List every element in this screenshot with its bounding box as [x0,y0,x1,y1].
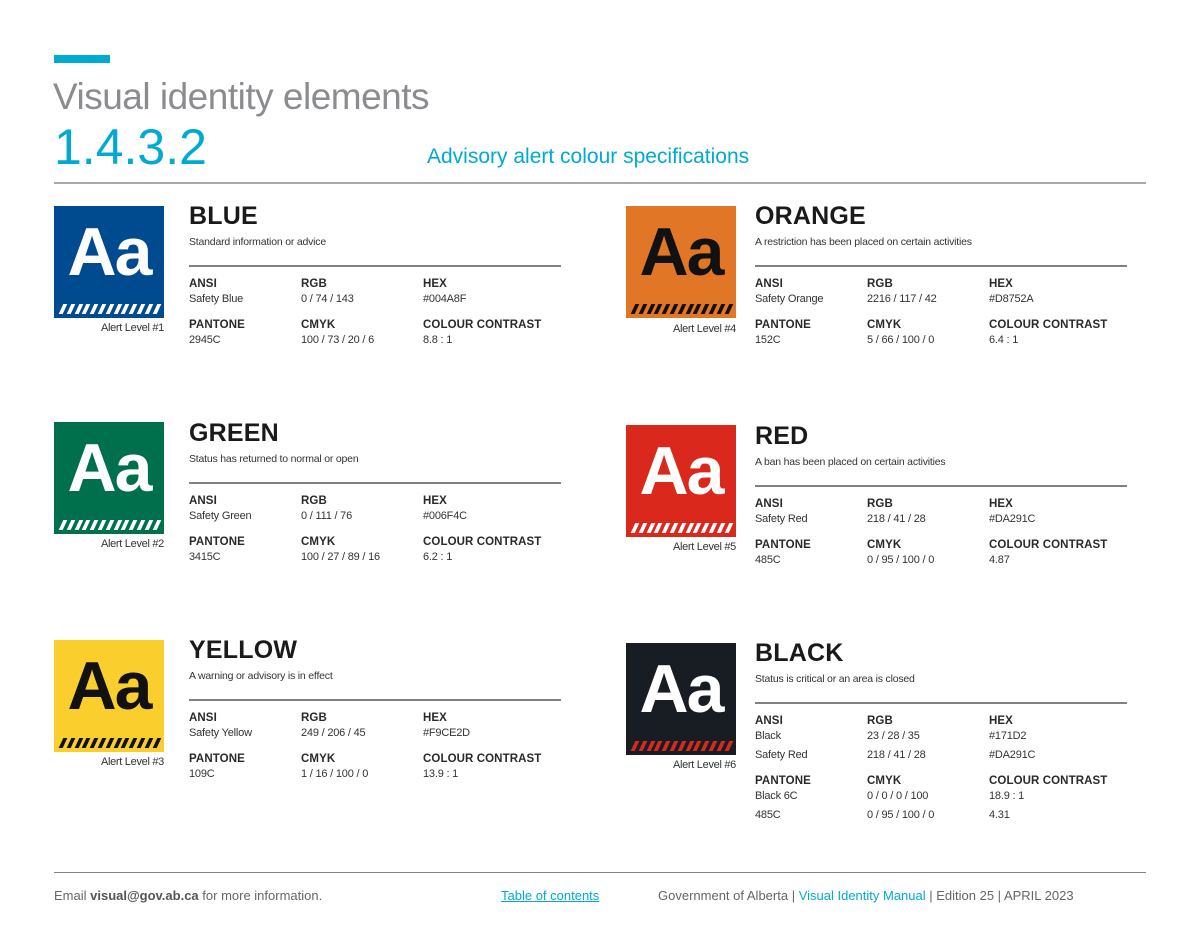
spec-rgb [867,278,937,309]
spec-ansi-value: Safety Red [755,513,808,525]
spec-ansi-label: ANSI [755,715,783,727]
hazard-stripes [630,741,732,751]
spec-rgb-label: RGB [301,495,327,507]
alert-level-label: Alert Level #1 [100,322,164,334]
colour-description: Status is critical or an area is closed [755,673,915,685]
spec-contrast-label: COLOUR CONTRAST [423,319,542,331]
swatch-blue [54,206,164,318]
spec-hex-label: HEX [989,715,1013,727]
stripe [105,304,113,314]
spec-cmyk-label: CMYK [867,775,902,787]
stripe [129,738,137,748]
spec-panel-yellow [189,638,561,792]
colour-name: RED [755,422,809,450]
colour-description: A warning or advisory is in effect [189,670,333,682]
stripe [90,304,98,314]
stripe [638,304,646,314]
spec-hex-label: HEX [989,278,1013,290]
accent-bar [54,55,110,63]
spec-cmyk-label: CMYK [301,753,336,765]
spec-table [755,278,1127,358]
stripe [701,741,709,751]
spec-contrast [423,753,541,784]
spec-cmyk-label: CMYK [867,319,902,331]
swatch-green [54,422,164,534]
spec-panel-green [189,421,561,575]
spec-pantone-value: 152C [755,334,781,346]
spec-hex-value: #DA291C [989,513,1036,525]
spec-rgb-label: RGB [867,498,893,510]
stripe [701,304,709,314]
colour-swatch [54,640,164,752]
alert-level-label: Alert Level #4 [672,323,736,335]
stripe [137,738,145,748]
swatch-sample-text: Aa [639,433,723,509]
spec-hex [989,715,1035,765]
document-title: Visual identity elements [53,76,430,117]
spec-contrast-value: 8.8 : 1 [423,334,453,346]
spec-cmyk [301,753,368,784]
footer-toc [501,888,599,903]
stripe [638,523,646,533]
spec-ansi-label: ANSI [189,495,217,507]
alert-level-label: Alert Level #3 [100,756,164,768]
stripe [709,304,717,314]
stripe [137,304,145,314]
footer-divider [54,872,1146,873]
colour-swatch [54,422,164,534]
spec-pantone-value: 3415C [189,551,221,563]
alert-level-label: Alert Level #6 [672,759,736,771]
spec-contrast-value: 6.4 : 1 [989,334,1019,346]
spec-rgb-label: RGB [867,278,893,290]
spec-contrast [989,319,1107,350]
spec-panel-orange [755,204,1127,358]
spec-contrast-value: 18.9 : 1 [989,790,1025,802]
spec-contrast-value: 4.31 [989,809,1010,821]
colour-description: Status has returned to normal or open [189,453,359,465]
colour-swatch [54,206,164,318]
spec-ansi-label: ANSI [189,712,217,724]
stripe [105,520,113,530]
spec-ansi-value: Safety Orange [755,293,824,305]
spec-pantone [755,319,811,350]
swatch-sample-text: Aa [639,214,723,290]
hazard-stripes [58,520,160,530]
colour-swatch [626,206,736,318]
spec-table [755,498,1127,578]
spec-contrast-label: COLOUR CONTRAST [423,753,542,765]
spec-cmyk-label: CMYK [867,539,902,551]
spec-contrast-value: 13.9 : 1 [423,768,459,780]
spec-cmyk [301,319,374,350]
spec-hex-value: #DA291C [989,749,1036,761]
spec-pantone-value: Black 6C [755,790,798,802]
stripe [670,304,678,314]
spec-contrast [989,775,1107,825]
spec-pantone-value: 485C [755,809,781,821]
spec-rgb-value: 218 / 41 / 28 [867,749,926,761]
spec-hex-value: #D8752A [989,293,1034,305]
spec-rgb [301,712,365,743]
swatch-red [626,425,736,537]
spec-ansi [755,278,823,309]
stripe [631,304,639,314]
spec-pantone-label: PANTONE [189,319,245,331]
spec-rgb [301,278,354,309]
spec-cmyk [867,539,934,570]
footer-email-prefix: Email [54,888,91,903]
footer-separator: | [925,888,937,903]
spec-rgb [301,495,352,526]
spec-hex-value: #004A8F [423,293,467,305]
spec-pantone [189,319,245,350]
spec-contrast-label: COLOUR CONTRAST [423,536,542,548]
stripe [701,523,709,533]
spec-ansi-value: Black [755,730,781,742]
spec-ansi-value: Safety Yellow [189,727,252,739]
swatch-sample-text: Aa [67,648,151,724]
stripe [152,304,160,314]
stripe [105,738,113,748]
stripe [677,741,685,751]
spec-ansi-value: Safety Blue [189,293,244,305]
spec-rgb-label: RGB [867,715,893,727]
spec-cmyk-value: 100 / 27 / 89 / 16 [301,551,380,563]
spec-cmyk-label: CMYK [301,319,336,331]
colour-name: GREEN [189,419,279,447]
footer-org: Government of Alberta [658,888,789,903]
spec-hex-value: #171D2 [989,730,1027,742]
spec-rgb-value: 0 / 111 / 76 [301,510,353,522]
spec-cmyk-value: 5 / 66 / 100 / 0 [867,334,935,346]
swatch-sample-text: Aa [639,651,723,727]
spec-rgb-value: 23 / 28 / 35 [867,730,920,742]
spec-panel-red [755,424,1127,578]
stripe [137,520,145,530]
stripe [662,523,670,533]
footer-publication [658,888,1074,903]
spec-divider [189,265,561,267]
spec-ansi-label: ANSI [755,278,783,290]
footer-edition: Edition 25 | APRIL 2023 [936,888,1074,903]
section-subtitle: Advisory alert colour specifications [427,145,750,168]
spec-cmyk-value: 0 / 95 / 100 / 0 [867,554,935,566]
spec-ansi [189,495,251,526]
spec-pantone-value: 485C [755,554,781,566]
stripe [724,523,732,533]
stripe [98,520,106,530]
stripe [716,741,724,751]
stripe [59,738,67,748]
hazard-stripes [630,304,732,314]
spec-pantone-label: PANTONE [755,319,811,331]
spec-ansi [755,715,807,765]
spec-pantone-value: 2945C [189,334,221,346]
spec-pantone-value: 109C [189,768,215,780]
spec-divider [755,702,1127,704]
colour-description: Standard information or advice [189,236,326,248]
stripe [677,304,685,314]
stripe [709,741,717,751]
spec-cmyk-value: 1 / 16 / 100 / 0 [301,768,369,780]
stripe [724,741,732,751]
spec-ansi [189,712,252,743]
colour-name: BLUE [189,202,258,230]
footer-separator: | [788,888,799,903]
table-of-contents-link[interactable]: Table of contents [501,888,600,903]
hazard-stripes [58,738,160,748]
footer-email-suffix: for more information. [198,888,323,903]
spec-hex [423,278,466,309]
header-divider [54,182,1146,184]
stripe [716,304,724,314]
spec-hex [989,278,1033,309]
spec-divider [189,482,561,484]
spec-hex-value: #F9CE2D [423,727,470,739]
spec-pantone [755,539,811,570]
spec-rgb-value: 249 / 206 / 45 [301,727,366,739]
spec-divider [189,699,561,701]
stripe [662,304,670,314]
spec-divider [755,485,1127,487]
spec-pantone-label: PANTONE [755,539,811,551]
spec-contrast-label: COLOUR CONTRAST [989,319,1108,331]
colour-name: YELLOW [189,636,298,664]
colour-name: ORANGE [755,202,866,230]
spec-rgb-value: 2216 / 117 / 42 [867,293,937,305]
spec-rgb-label: RGB [301,712,327,724]
spec-ansi [189,278,243,309]
stripe [670,741,678,751]
spec-hex-value: #006F4C [423,510,467,522]
spec-hex-label: HEX [423,495,447,507]
spec-table [189,712,561,792]
spec-rgb [867,715,926,765]
colour-description: A restriction has been placed on certain activities [755,236,972,248]
stripe [66,520,74,530]
stripe [59,520,67,530]
stripe [98,738,106,748]
spec-cmyk-value: 0 / 0 / 0 / 100 [867,790,929,802]
stripe [66,304,74,314]
stripe [670,523,678,533]
hazard-stripes [58,304,160,314]
spec-hex-label: HEX [423,712,447,724]
spec-rgb [867,498,926,529]
spec-pantone [189,753,245,784]
spec-cmyk [867,319,934,350]
stripe [724,304,732,314]
spec-rgb-value: 218 / 41 / 28 [867,513,926,525]
footer-email-link[interactable]: visual@gov.ab.ca [90,888,199,903]
colour-description: A ban has been placed on certain activities [755,456,946,468]
spec-hex [989,498,1035,529]
swatch-sample-text: Aa [67,430,151,506]
stripe [638,741,646,751]
spec-pantone [189,536,245,567]
stripe [129,520,137,530]
spec-cmyk [867,775,934,825]
stripe [59,304,67,314]
spec-contrast [989,539,1107,570]
alert-level-label: Alert Level #5 [672,541,736,553]
section-number: 1.4.3.2 [54,119,207,175]
spec-rgb-label: RGB [301,278,327,290]
spec-contrast-value: 4.87 [989,554,1010,566]
stripe [98,304,106,314]
spec-cmyk [301,536,380,567]
spec-panel-black [755,641,1127,833]
spec-contrast [423,536,541,567]
swatch-sample-text: Aa [67,214,151,290]
spec-hex [423,495,467,526]
spec-pantone-label: PANTONE [189,536,245,548]
spec-contrast-label: COLOUR CONTRAST [989,539,1108,551]
colour-name: BLACK [755,639,844,667]
stripe [144,304,152,314]
swatch-black [626,643,736,755]
spec-hex-label: HEX [423,278,447,290]
spec-divider [755,265,1127,267]
spec-table [189,278,561,358]
stripe [144,520,152,530]
spec-ansi-label: ANSI [189,278,217,290]
spec-hex [423,712,470,743]
stripe [662,741,670,751]
spec-pantone-label: PANTONE [755,775,811,787]
stripe [90,738,98,748]
stripe [716,523,724,533]
visual-identity-manual-link[interactable]: Visual Identity Manual [798,888,926,903]
spec-ansi-label: ANSI [755,498,783,510]
spec-pantone [755,775,811,825]
stripe [152,738,160,748]
spec-contrast-label: COLOUR CONTRAST [989,775,1108,787]
spec-table [755,715,1127,833]
spec-ansi-value: Safety Red [755,749,808,761]
spec-hex-label: HEX [989,498,1013,510]
spec-ansi-value: Safety Green [189,510,252,522]
stripe [709,523,717,533]
colour-swatch [626,425,736,537]
spec-rgb-value: 0 / 74 / 143 [301,293,354,305]
spec-pantone-label: PANTONE [189,753,245,765]
spec-cmyk-value: 0 / 95 / 100 / 0 [867,809,935,821]
alert-level-label: Alert Level #2 [100,538,164,550]
footer-contact [54,888,322,903]
stripe [152,520,160,530]
swatch-orange [626,206,736,318]
spec-contrast [423,319,541,350]
spec-contrast-value: 6.2 : 1 [423,551,453,563]
spec-table [189,495,561,575]
stripe [90,520,98,530]
spec-panel-blue [189,204,561,358]
stripe [144,738,152,748]
spec-cmyk-label: CMYK [301,536,336,548]
hazard-stripes [630,523,732,533]
spec-cmyk-value: 100 / 73 / 20 / 6 [301,334,375,346]
spec-ansi [755,498,807,529]
stripe [677,523,685,533]
stripe [66,738,74,748]
colour-swatch [626,643,736,755]
stripe [129,304,137,314]
stripe [631,741,639,751]
stripe [631,523,639,533]
swatch-yellow [54,640,164,752]
